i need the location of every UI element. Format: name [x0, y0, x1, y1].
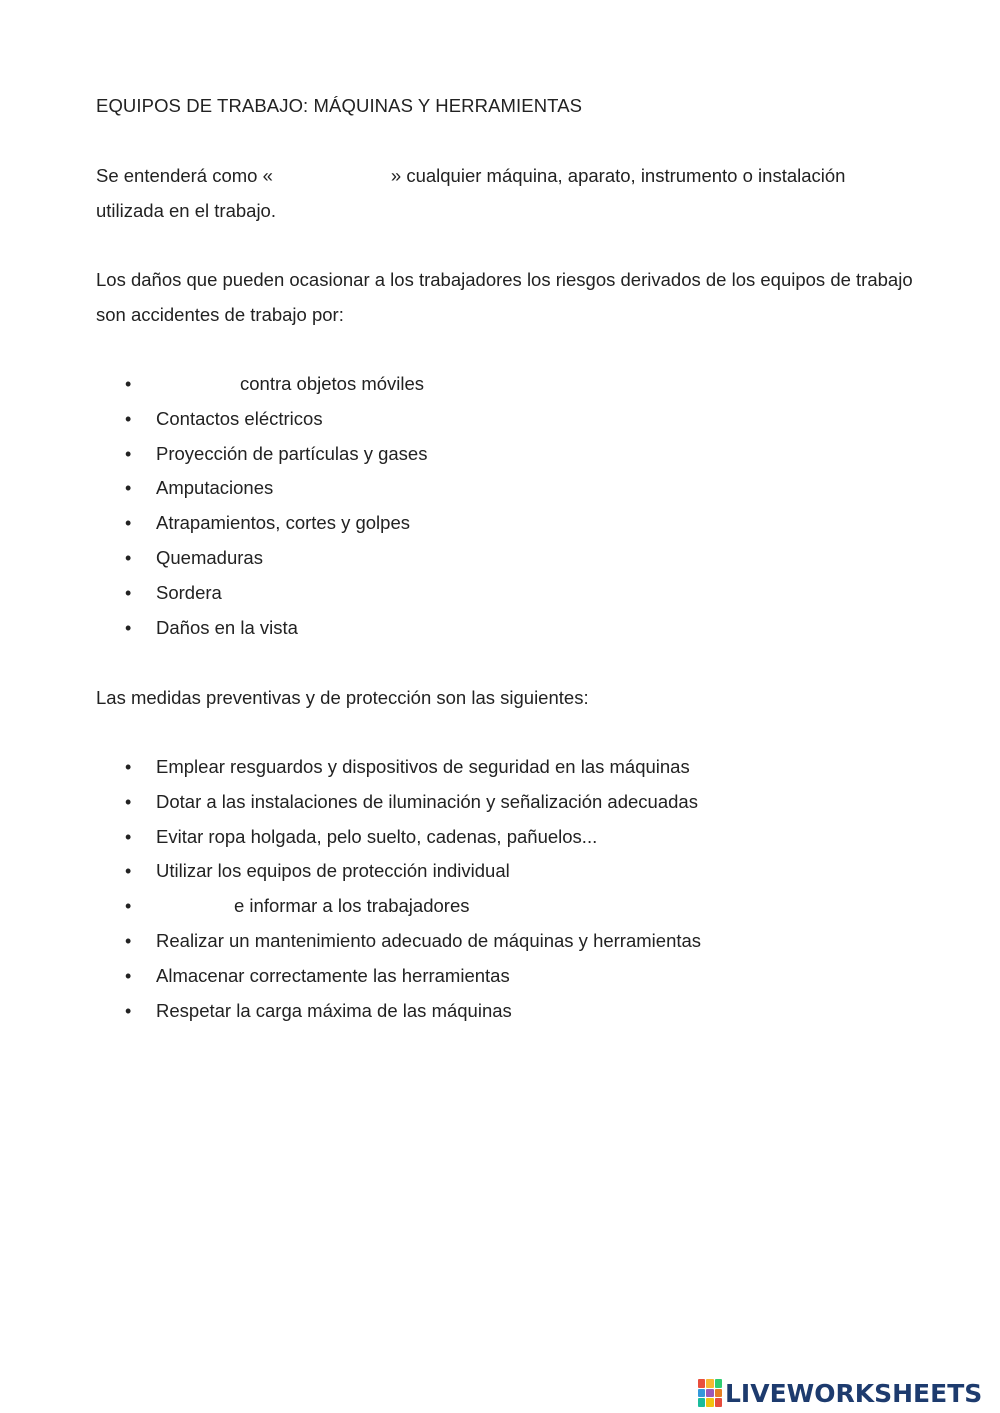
- logo-tile: [715, 1379, 722, 1388]
- bullet-icon: •: [125, 826, 132, 847]
- list-item: • Respetar la carga máxima de las máquinas: [96, 994, 701, 1029]
- bullet-icon: •: [125, 547, 132, 568]
- list-item: • Atrapamientos, cortes y golpes: [96, 506, 427, 541]
- bullet-icon: •: [125, 374, 132, 394]
- definition-paragraph: [96, 159, 916, 228]
- bullet-icon: •: [125, 1000, 132, 1021]
- list-item: • Realizar un mantenimiento adecuado de máquinas y herramientas: [96, 924, 701, 959]
- logo-tile: [715, 1389, 722, 1398]
- list-item: • Daños en la vista: [96, 611, 427, 646]
- bullet-icon: •: [125, 965, 132, 986]
- list-item: • Amputaciones: [96, 471, 427, 506]
- list-item: • contra objetos móviles: [96, 367, 427, 402]
- logo-tile: [698, 1379, 705, 1388]
- bullet-icon: •: [125, 617, 132, 638]
- liveworksheets-logo[interactable]: [698, 1377, 982, 1409]
- list-item: • Evitar ropa holgada, pelo suelto, cadenas, pañuelos...: [96, 820, 701, 855]
- definition-text-before: Se entenderá como «: [96, 165, 273, 186]
- bullet-icon: •: [125, 791, 132, 812]
- logo-tile: [698, 1398, 705, 1407]
- list-item: • Almacenar correctamente las herramientas: [96, 959, 701, 994]
- bullet-icon: •: [125, 930, 132, 951]
- list-item: • Contactos eléctricos: [96, 402, 427, 437]
- logo-tile: [706, 1389, 713, 1398]
- bullet-icon: •: [125, 443, 132, 464]
- bullet-icon: •: [125, 513, 132, 534]
- measures-list: [96, 750, 701, 1028]
- bullet-icon: •: [125, 861, 132, 882]
- bullet-icon: •: [125, 408, 132, 429]
- bullet-icon: •: [125, 582, 132, 603]
- bullet-icon: •: [125, 896, 132, 917]
- list-item: • Emplear resguardos y dispositivos de seguridad en las máquinas: [96, 750, 701, 785]
- list-item: • Sordera: [96, 576, 427, 611]
- damages-list: [96, 367, 427, 645]
- bullet-icon: •: [125, 757, 132, 777]
- damages-intro: Los daños que pueden ocasionar a los trabajadores los riesgos derivados de los equipos de trabajo son accidentes de trabajo por:: [96, 269, 913, 325]
- logo-tile: [698, 1389, 705, 1398]
- liveworksheets-logo-icon: [698, 1379, 722, 1407]
- list-item: • Proyección de partículas y gases: [96, 437, 427, 472]
- logo-tile: [715, 1398, 722, 1407]
- definition-text-after: » cualquier máquina, aparato, instrumento o instalación utilizada en el trabajo.: [96, 165, 846, 221]
- logo-tile: [706, 1379, 713, 1388]
- logo-text: LIVEWORKSHEETS: [725, 1378, 983, 1408]
- logo-tile: [706, 1398, 713, 1407]
- page-title: EQUIPOS DE TRABAJO: MÁQUINAS Y HERRAMIENTAS: [96, 95, 583, 116]
- bullet-icon: •: [125, 478, 132, 499]
- list-item: • e informar a los trabajadores: [96, 889, 701, 924]
- list-item: • Dotar a las instalaciones de iluminación y señalización adecuadas: [96, 785, 701, 820]
- measures-intro: Las medidas preventivas y de protección son las siguientes:: [96, 687, 589, 708]
- list-item: • Quemaduras: [96, 541, 427, 576]
- list-item: • Utilizar los equipos de protección individual: [96, 854, 701, 889]
